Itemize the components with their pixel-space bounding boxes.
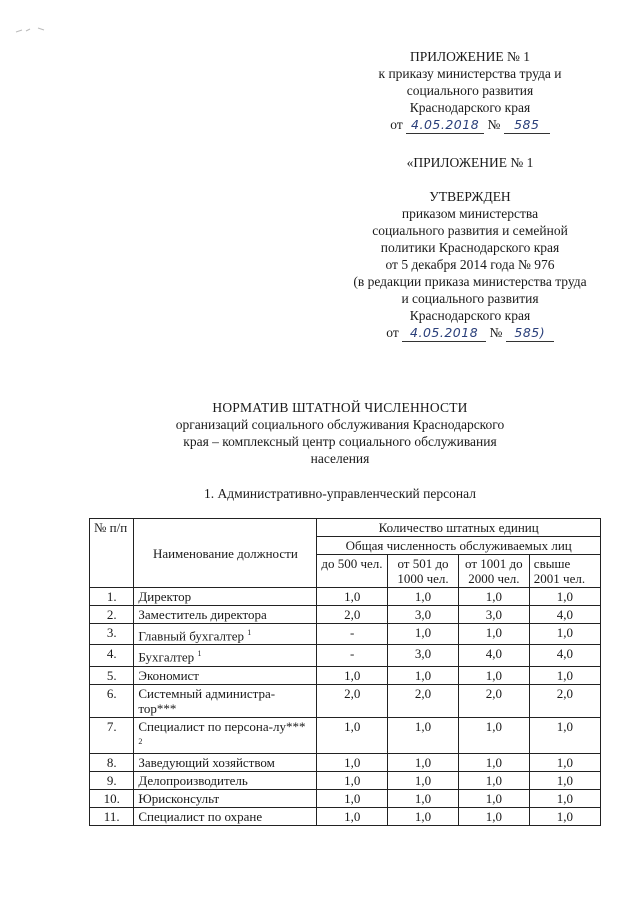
header-col-4: свыше 2001 чел. <box>529 555 600 588</box>
approval-line-6: и социального развития <box>401 291 539 306</box>
position-name <box>134 684 317 717</box>
staff-count-cell: 1,0 <box>317 588 388 606</box>
appendix-date-handwritten: 4.05.2018 <box>411 117 480 132</box>
document-title-main: НОРМАТИВ ШТАТНОЙ ЧИСЛЕННОСТИ <box>212 400 468 415</box>
row-number: 2. <box>90 606 134 624</box>
header-subgroup: Общая численность обслуживаемых лиц <box>317 537 601 555</box>
staff-count-cell: 2,0 <box>317 606 388 624</box>
staff-count-cell: 1,0 <box>458 753 529 771</box>
staff-count-cell: 1,0 <box>388 753 459 771</box>
staff-count-cell: 3,0 <box>388 645 459 666</box>
staff-count-cell: 1,0 <box>388 807 459 825</box>
table-row <box>90 717 601 753</box>
row-number: 5. <box>90 666 134 684</box>
table-row <box>90 666 601 684</box>
appendix-title: ПРИЛОЖЕНИЕ № 1 <box>409 49 531 64</box>
header-col-2: от 501 до 1000 чел. <box>388 555 459 588</box>
appendix-line-2: социального развития <box>406 83 534 98</box>
position-name <box>134 588 317 606</box>
position-name-text: Экономист <box>138 667 199 683</box>
position-name <box>134 624 317 645</box>
approval-line-3: политики Краснодарского края <box>380 240 560 255</box>
header-num: № п/п <box>90 519 134 588</box>
staff-count-cell: 1,0 <box>388 666 459 684</box>
position-name-text: Делопроизводитель <box>138 772 248 788</box>
row-number: 4. <box>90 645 134 666</box>
staff-count-cell: 4,0 <box>529 645 600 666</box>
appendix-number-handwritten: 585 <box>514 117 540 132</box>
position-name-text: Специалист по охране <box>138 808 263 824</box>
row-number: 7. <box>90 717 134 753</box>
approval-appendix-title: «ПРИЛОЖЕНИЕ № 1 <box>406 155 534 170</box>
approval-line-2: социального развития и семейной <box>372 223 568 238</box>
staff-count-cell: 1,0 <box>529 789 600 807</box>
staff-count-cell: 1,0 <box>529 666 600 684</box>
row-number: 10. <box>90 789 134 807</box>
staff-count-cell: 1,0 <box>529 588 600 606</box>
header-name: Наименование должности <box>134 519 317 588</box>
staff-table-body <box>90 588 601 826</box>
staff-count-cell: 1,0 <box>458 666 529 684</box>
staff-count-cell: 1,0 <box>458 717 529 753</box>
staff-count-cell: 1,0 <box>458 771 529 789</box>
section-title: 1. Административно-управленческий персонал <box>204 486 476 501</box>
staff-count-cell: - <box>317 624 388 645</box>
staff-count-cell: - <box>317 645 388 666</box>
footnote-mark: 1 <box>247 628 252 637</box>
staff-count-cell: 1,0 <box>529 624 600 645</box>
position-name <box>134 789 317 807</box>
approval-line-4: от 5 декабря 2014 года № 976 <box>385 257 555 272</box>
staff-count-cell: 1,0 <box>388 588 459 606</box>
position-name <box>134 771 317 789</box>
appendix-line-1: к приказу министерства труда и <box>378 66 562 81</box>
table-row <box>90 606 601 624</box>
approval-date-handwritten: 4.05.2018 <box>410 325 479 340</box>
position-name <box>134 807 317 825</box>
staff-count-cell: 1,0 <box>317 771 388 789</box>
table-row <box>90 588 601 606</box>
row-number: 1. <box>90 588 134 606</box>
staff-count-cell: 1,0 <box>317 717 388 753</box>
staff-count-cell: 1,0 <box>458 588 529 606</box>
staff-count-cell: 1,0 <box>458 807 529 825</box>
footnote-mark: 1 <box>197 649 202 659</box>
approval-header <box>340 154 600 342</box>
position-name-text: Заместитель директора <box>138 607 267 622</box>
approval-date-line: от 4.05.2018 № 585) <box>340 324 600 342</box>
position-name <box>134 606 317 624</box>
row-number: 8. <box>90 753 134 771</box>
staff-count-cell: 1,0 <box>388 624 459 645</box>
staff-count-cell: 3,0 <box>458 606 529 624</box>
staff-count-cell: 1,0 <box>388 717 459 753</box>
staff-count-cell: 2,0 <box>458 684 529 717</box>
corner-mark-icon <box>14 24 54 36</box>
approval-approved: УТВЕРЖДЕН <box>429 189 511 204</box>
position-name-text: Заведующий хозяйством <box>138 754 275 770</box>
staff-count-cell: 1,0 <box>317 789 388 807</box>
table-row <box>90 645 601 666</box>
position-name-text: Директор <box>138 589 192 604</box>
document-title-line-3: населения <box>310 451 370 466</box>
staff-count-cell: 2,0 <box>388 684 459 717</box>
position-name-text: Системный администра-тор*** <box>138 685 276 716</box>
staff-count-cell: 1,0 <box>529 753 600 771</box>
staff-count-cell: 4,0 <box>529 606 600 624</box>
appendix-header <box>340 48 600 134</box>
staff-count-cell: 4,0 <box>458 645 529 666</box>
approval-line-7: Краснодарского края <box>409 308 531 323</box>
position-name <box>134 717 317 753</box>
approval-number-handwritten: 585) <box>514 325 546 340</box>
header-col-1: до 500 чел. <box>317 555 388 588</box>
row-number: 9. <box>90 771 134 789</box>
position-name <box>134 753 317 771</box>
staff-count-cell: 1,0 <box>529 717 600 753</box>
staff-count-cell: 3,0 <box>388 606 459 624</box>
header-group: Количество штатных единиц <box>317 519 601 537</box>
row-number: 3. <box>90 624 134 645</box>
staff-count-cell: 1,0 <box>317 753 388 771</box>
staff-count-cell: 1,0 <box>458 624 529 645</box>
table-row <box>90 624 601 645</box>
staff-count-cell: 1,0 <box>317 807 388 825</box>
header-col-3: от 1001 до 2000 чел. <box>458 555 529 588</box>
table-row <box>90 807 601 825</box>
position-name <box>134 666 317 684</box>
appendix-line-3: Краснодарского края <box>409 100 531 115</box>
staff-count-cell: 1,0 <box>388 771 459 789</box>
document-title <box>140 399 540 467</box>
staff-count-cell: 1,0 <box>529 771 600 789</box>
table-row <box>90 684 601 717</box>
table-row <box>90 753 601 771</box>
staff-count-cell: 1,0 <box>458 789 529 807</box>
appendix-date-line: от 4.05.2018 № 585 <box>340 116 600 134</box>
position-name-text: Бухгалтер <box>138 649 195 665</box>
staff-count-cell: 2,0 <box>529 684 600 717</box>
position-name <box>134 645 317 666</box>
row-number: 6. <box>90 684 134 717</box>
table-row <box>90 771 601 789</box>
staff-count-cell: 1,0 <box>317 666 388 684</box>
footnote-mark: 2 <box>138 736 143 746</box>
approval-line-5: (в редакции приказа министерства труда <box>353 274 587 289</box>
position-name-text: Главный бухгалтер <box>138 628 244 644</box>
position-name-text: Специалист по персона-лу*** <box>138 718 306 734</box>
staff-count-cell: 1,0 <box>529 807 600 825</box>
staff-table <box>89 518 601 826</box>
table-row <box>90 789 601 807</box>
document-title-line-2: края – комплексный центр социального обслуживания <box>183 434 497 449</box>
staff-count-cell: 2,0 <box>317 684 388 717</box>
row-number: 11. <box>90 807 134 825</box>
staff-count-cell: 1,0 <box>388 789 459 807</box>
document-title-line-1: организаций социального обслуживания Краснодарского <box>175 417 505 432</box>
approval-line-1: приказом министерства <box>401 206 539 221</box>
position-name-text: Юрисконсульт <box>138 790 220 806</box>
